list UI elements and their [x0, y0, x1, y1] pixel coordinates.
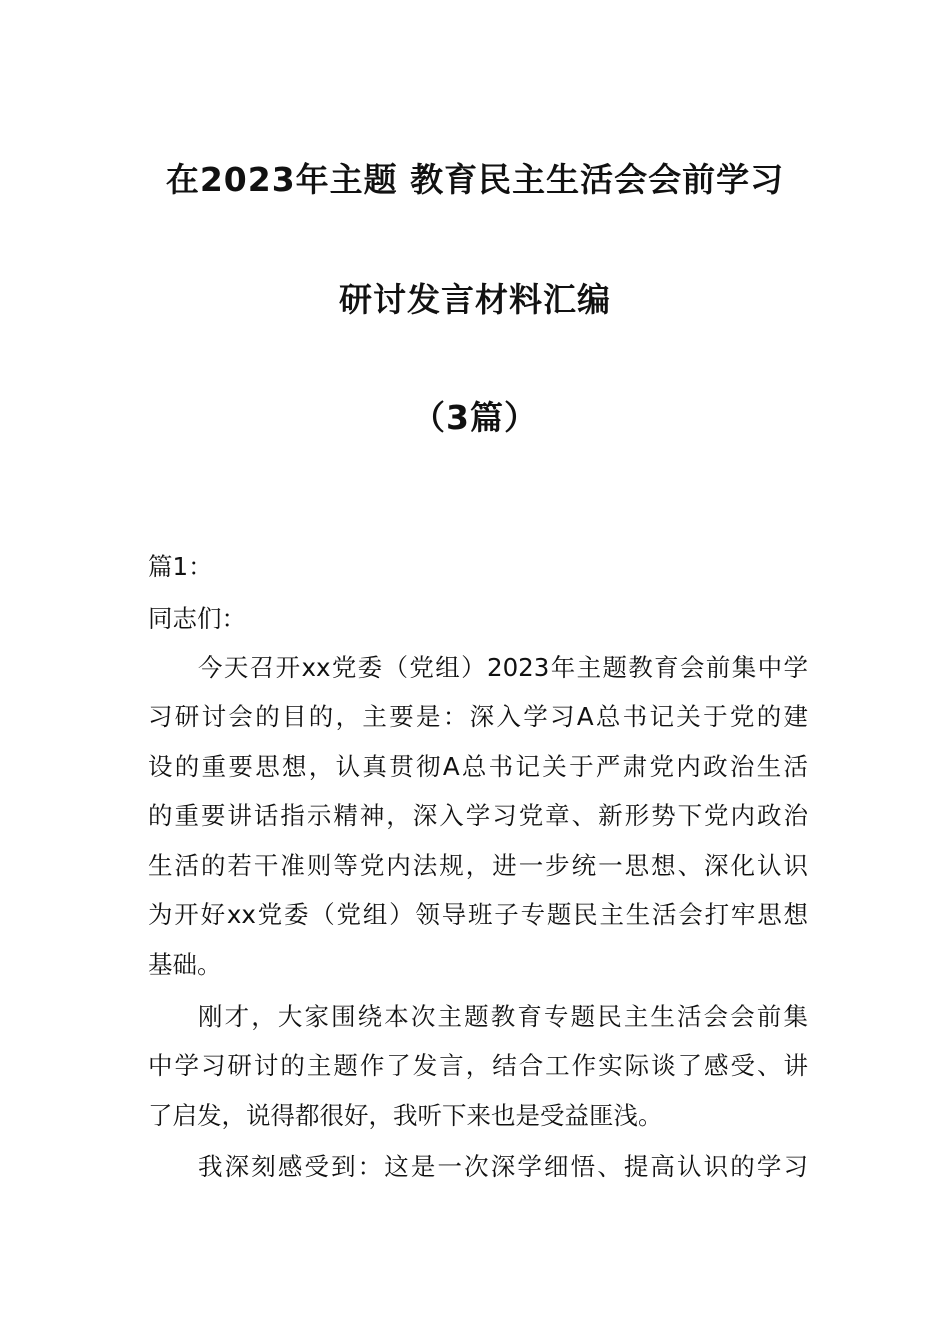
paragraph-1-line: 生活的若干准则等党内法规，进一步统一思想、深化认识 — [148, 851, 808, 880]
paragraph-2-line: 中学习研讨的主题作了发言，结合工作实际谈了感受、讲 — [148, 1051, 808, 1080]
paragraph-1-line: 基础。 — [148, 950, 222, 979]
document-title-line-2: 研讨发言材料汇编 — [339, 280, 611, 319]
paragraph-1-line: 为开好xx党委（党组）领导班子专题民主生活会打牢思想 — [148, 900, 808, 929]
paragraph-1-line: 习研讨会的目的，主要是：深入学习A总书记关于党的建 — [148, 702, 808, 731]
document-title-line-1: 在2023年主题 教育民主生活会会前学习 — [165, 160, 785, 199]
section-label: 篇1： — [148, 552, 213, 581]
document-title-count: （3篇） — [412, 398, 538, 437]
paragraph-1-line: 的重要讲话指示精神，深入学习党章、新形势下党内政治 — [148, 801, 808, 830]
salutation: 同志们： — [148, 604, 246, 633]
paragraph-3-line: 我深刻感受到：这是一次深学细悟、提高认识的学习 — [198, 1152, 808, 1181]
paragraph-2-line: 刚才，大家围绕本次主题教育专题民主生活会会前集 — [198, 1002, 808, 1031]
paragraph-1-line: 设的重要思想，认真贯彻A总书记关于严肃党内政治生活 — [148, 752, 808, 781]
paragraph-2-line: 了启发，说得都很好，我听下来也是受益匪浅。 — [148, 1101, 663, 1130]
paragraph-1-line: 今天召开xx党委（党组）2023年主题教育会前集中学 — [198, 653, 808, 682]
